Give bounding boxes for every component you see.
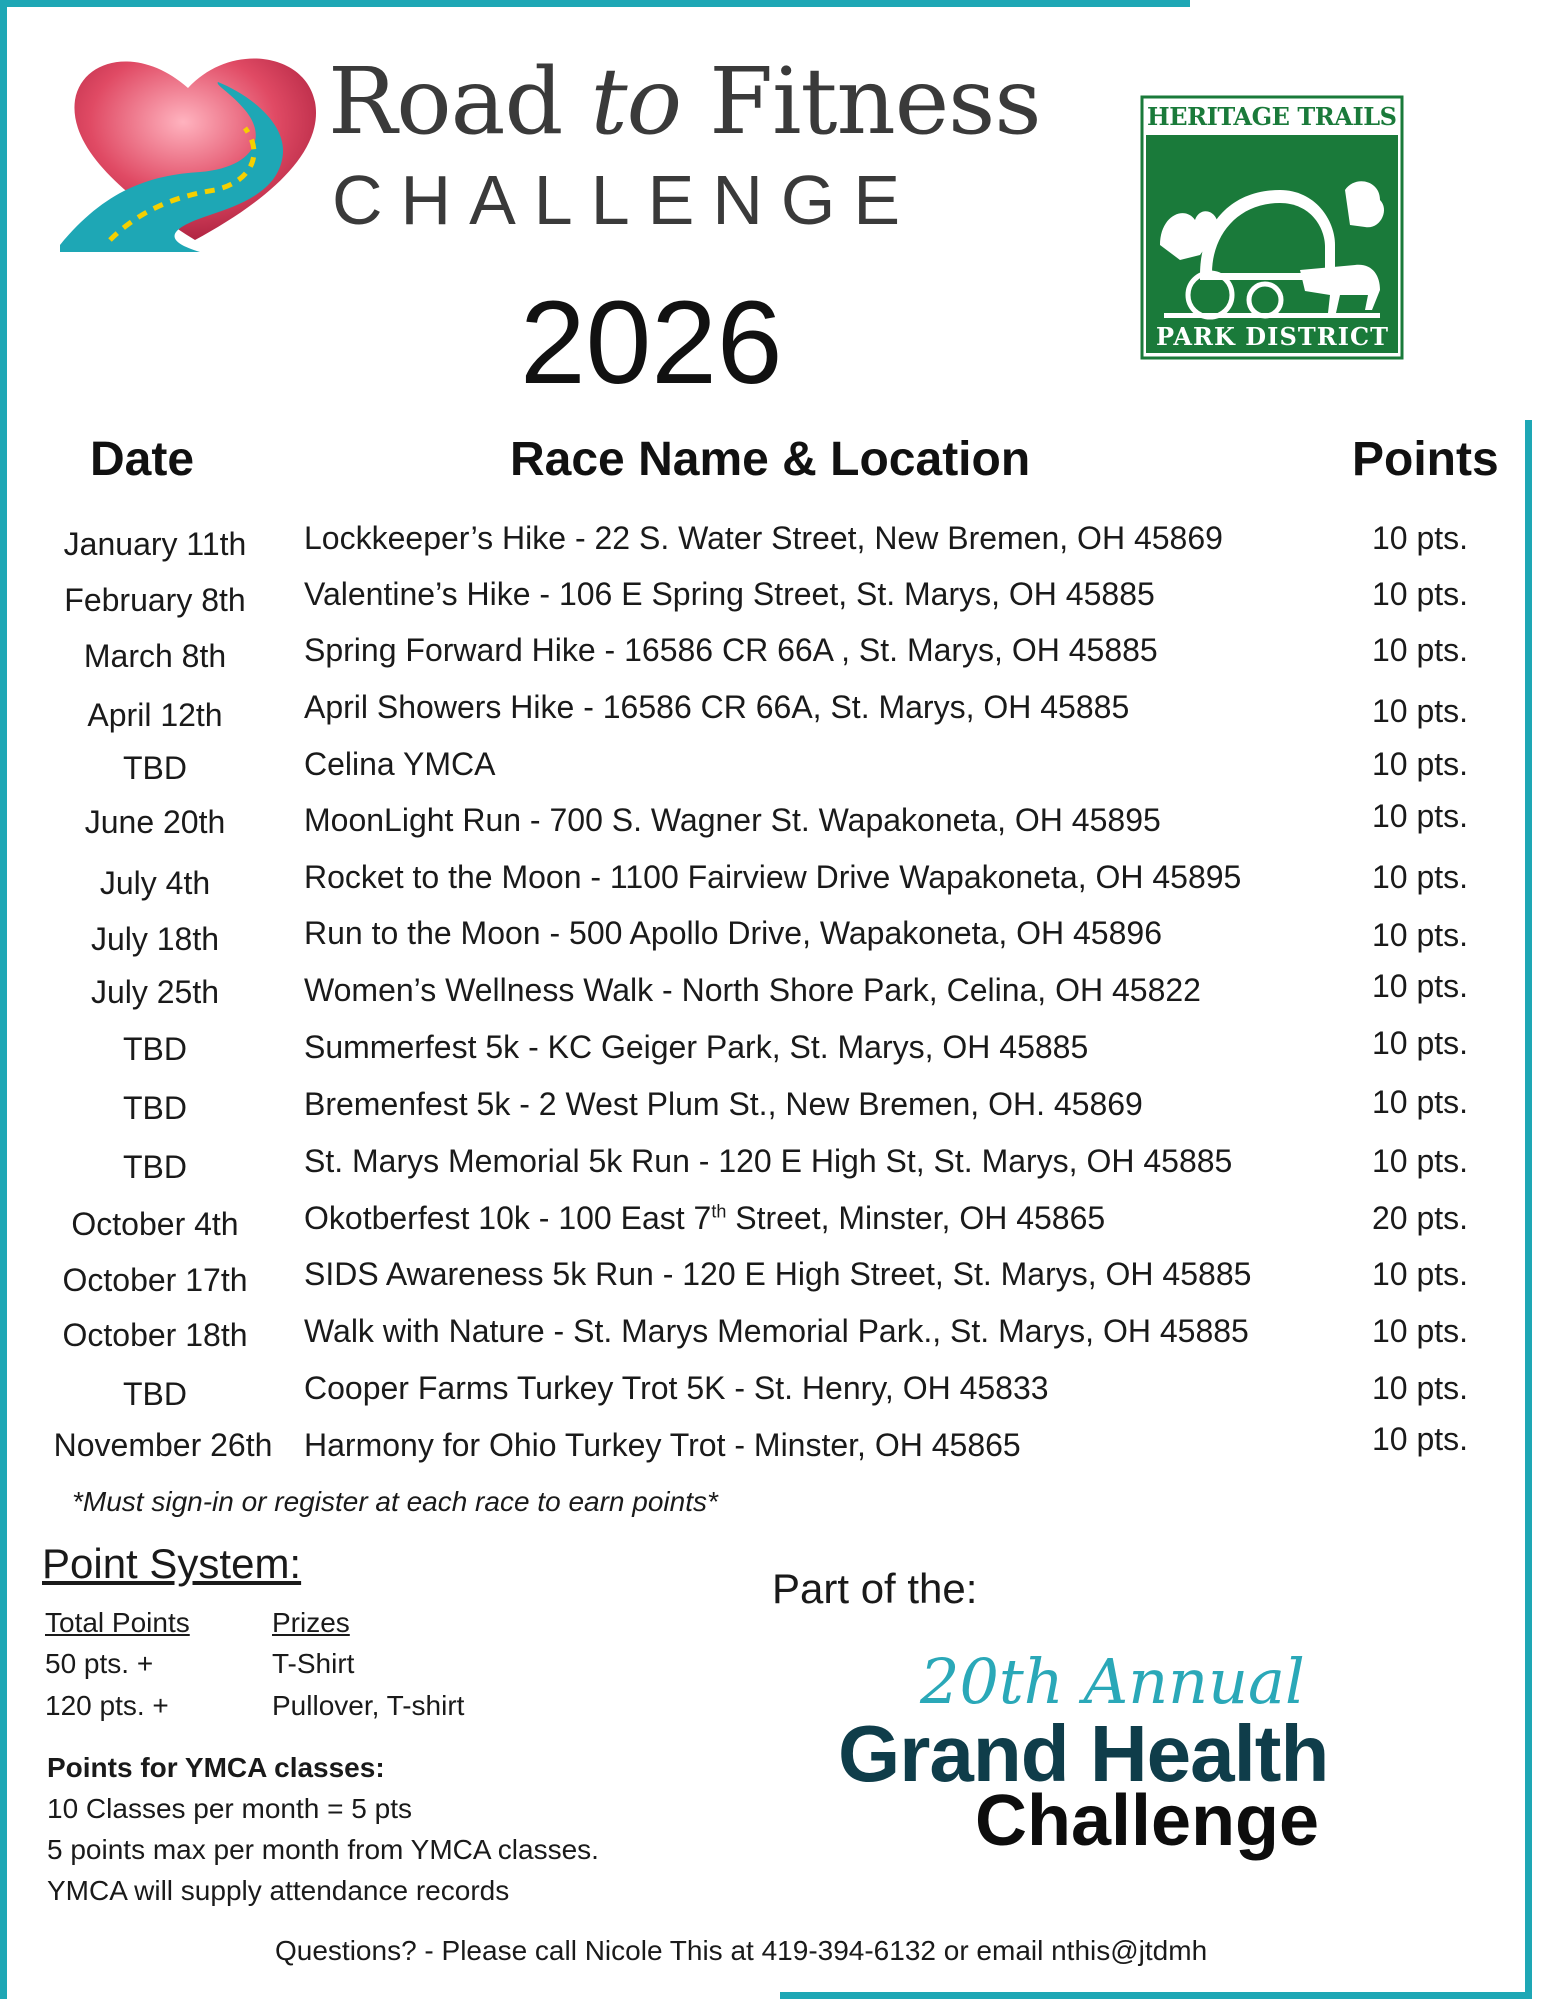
row-race: Cooper Farms Turkey Trot 5K - St. Henry, OH 45833 bbox=[304, 1370, 1049, 1406]
header-points: Points bbox=[1352, 433, 1499, 486]
row-race: Valentine’s Hike - 106 E Spring Street, St. Marys, OH 45885 bbox=[304, 576, 1155, 612]
row-points: 10 pts. bbox=[1372, 1025, 1469, 1061]
row-race: Summerfest 5k - KC Geiger Park, St. Marys, OH 45885 bbox=[304, 1029, 1089, 1065]
table-row bbox=[0, 689, 1545, 745]
row-race: Celina YMCA bbox=[304, 746, 496, 782]
row-date: July 4th bbox=[99, 865, 211, 901]
row-points: 10 pts. bbox=[1372, 1370, 1469, 1406]
table-row bbox=[0, 1086, 1545, 1142]
border-bottom bbox=[780, 1992, 1532, 1999]
table-row bbox=[0, 1256, 1545, 1312]
row-points: 10 pts. bbox=[1372, 917, 1469, 953]
row-date: June 20th bbox=[84, 804, 226, 840]
row-race: Run to the Moon - 500 Apollo Drive, Wapakoneta, OH 45896 bbox=[304, 915, 1162, 951]
row-race: April Showers Hike - 16586 CR 66A, St. Marys, OH 45885 bbox=[304, 689, 1130, 725]
heart-road-logo bbox=[50, 40, 360, 255]
tier-prize: Pullover, T-shirt bbox=[272, 1690, 465, 1721]
row-date: November 26th bbox=[53, 1427, 273, 1463]
border-top bbox=[0, 0, 1190, 7]
row-points: 10 pts. bbox=[1372, 1143, 1469, 1179]
row-points: 20 pts. bbox=[1372, 1200, 1469, 1236]
row-race: Walk with Nature - St. Marys Memorial Park., St. Marys, OH 45885 bbox=[304, 1313, 1249, 1349]
ymca-line: 5 points max per month from YMCA classes. bbox=[47, 1834, 599, 1865]
logo-title-road: Road bbox=[328, 48, 591, 155]
table-row bbox=[0, 798, 1545, 858]
row-race bbox=[304, 1200, 1105, 1237]
ymca-line: 10 Classes per month = 5 pts bbox=[47, 1793, 412, 1824]
table-row bbox=[0, 520, 1545, 576]
contact-line: Questions? - Please call Nicole This at 419-394-6132 or email nthis@jtdmh bbox=[275, 1935, 1208, 1966]
logo-subtitle: CHALLENGE bbox=[332, 161, 919, 239]
row-points: 10 pts. bbox=[1372, 1256, 1469, 1292]
row-points: 10 pts. bbox=[1372, 968, 1469, 1004]
row-date: April 12th bbox=[87, 697, 223, 733]
row-date: October 17th bbox=[62, 1262, 248, 1298]
grand-health-title: Grand Health bbox=[838, 1709, 1329, 1798]
row-race: Women’s Wellness Walk - North Shore Park, Celina, OH 45822 bbox=[304, 972, 1201, 1008]
row-date: TBD bbox=[123, 750, 187, 786]
row-date: TBD bbox=[123, 1376, 187, 1412]
row-points: 10 pts. bbox=[1372, 859, 1469, 895]
logo-title-fitness: Fitness bbox=[681, 48, 1041, 155]
table-row bbox=[0, 1313, 1545, 1369]
table-row bbox=[0, 746, 1545, 802]
tier-prize: T-Shirt bbox=[272, 1648, 355, 1679]
table-row bbox=[0, 859, 1545, 915]
row-points: 10 pts. bbox=[1372, 693, 1469, 729]
logo-title-to: to bbox=[590, 48, 682, 155]
table-row bbox=[0, 1421, 1545, 1483]
point-system-col-total: Total Points bbox=[45, 1607, 190, 1638]
row-points: 10 pts. bbox=[1372, 520, 1469, 556]
row-date: TBD bbox=[123, 1090, 187, 1126]
row-points: 10 pts. bbox=[1372, 1421, 1469, 1457]
logo-title bbox=[328, 48, 1041, 155]
table-row bbox=[0, 632, 1545, 688]
row-points: 10 pts. bbox=[1372, 576, 1469, 612]
part-of-label: Part of the: bbox=[772, 1565, 978, 1612]
row-date: TBD bbox=[123, 1149, 187, 1185]
row-date: October 18th bbox=[62, 1317, 248, 1353]
row-race: St. Marys Memorial 5k Run - 120 E High St, St. Marys, OH 45885 bbox=[304, 1143, 1233, 1179]
row-race: Harmony for Ohio Turkey Trot - Minster, OH 45865 bbox=[304, 1427, 1021, 1463]
heritage-logo-top-text: HERITAGE TRAILS bbox=[1147, 102, 1397, 131]
row-points: 10 pts. bbox=[1372, 1084, 1469, 1120]
table-row bbox=[0, 1200, 1545, 1256]
row-race: Bremenfest 5k - 2 West Plum St., New Bremen, OH. 45869 bbox=[304, 1086, 1143, 1122]
tier-points: 120 pts. + bbox=[45, 1690, 169, 1721]
row-date: January 11th bbox=[63, 526, 247, 562]
heritage-logo-bottom-text: PARK DISTRICT bbox=[1156, 322, 1388, 351]
ymca-title: Points for YMCA classes: bbox=[47, 1752, 385, 1783]
grand-health-annual: 20th Annual bbox=[920, 1645, 1305, 1718]
row-date: February 8th bbox=[64, 582, 246, 618]
row-race: SIDS Awareness 5k Run - 120 E High Street, St. Marys, OH 45885 bbox=[304, 1256, 1252, 1292]
row-race-text: Okotberfest 10k - 100 East 7 bbox=[304, 1200, 712, 1236]
row-race: MoonLight Run - 700 S. Wagner St. Wapakoneta, OH 45895 bbox=[304, 802, 1161, 838]
row-race: Rocket to the Moon - 1100 Fairview Drive Wapakoneta, OH 45895 bbox=[304, 859, 1242, 895]
table-row bbox=[0, 915, 1545, 971]
grand-health-challenge: Challenge bbox=[975, 1781, 1320, 1861]
row-race-text-end: Street, Minster, OH 45865 bbox=[726, 1200, 1106, 1236]
row-points: 10 pts. bbox=[1372, 632, 1469, 668]
header-date: Date bbox=[90, 433, 195, 486]
year-heading: 2026 bbox=[520, 277, 783, 409]
row-date: October 4th bbox=[71, 1206, 239, 1242]
tier-points: 50 pts. + bbox=[45, 1648, 154, 1679]
table-row bbox=[0, 1143, 1545, 1199]
row-date: July 18th bbox=[90, 921, 220, 957]
ymca-line: YMCA will supply attendance records bbox=[47, 1875, 510, 1906]
row-race: Spring Forward Hike - 16586 CR 66A , St. Marys, OH 45885 bbox=[304, 632, 1158, 668]
point-system-col-prizes: Prizes bbox=[272, 1607, 350, 1638]
row-date: TBD bbox=[123, 1031, 187, 1067]
footnote: *Must sign-in or register at each race to earn points* bbox=[72, 1486, 718, 1517]
row-points: 10 pts. bbox=[1372, 798, 1469, 834]
row-date: July 25th bbox=[90, 974, 220, 1010]
point-system-title: Point System: bbox=[42, 1540, 302, 1587]
table-row bbox=[0, 1370, 1545, 1426]
table-row bbox=[0, 968, 1545, 1028]
table-row bbox=[0, 576, 1545, 632]
row-points: 10 pts. bbox=[1372, 1313, 1469, 1349]
row-race-superscript: th bbox=[711, 1201, 727, 1222]
row-date: March 8th bbox=[83, 638, 227, 674]
row-points: 10 pts. bbox=[1372, 746, 1469, 782]
header-race: Race Name & Location bbox=[510, 433, 1031, 486]
heritage-trails-logo bbox=[1140, 95, 1404, 360]
row-race: Lockkeeper’s Hike - 22 S. Water Street, New Bremen, OH 45869 bbox=[304, 520, 1223, 556]
table-row bbox=[0, 1025, 1545, 1085]
